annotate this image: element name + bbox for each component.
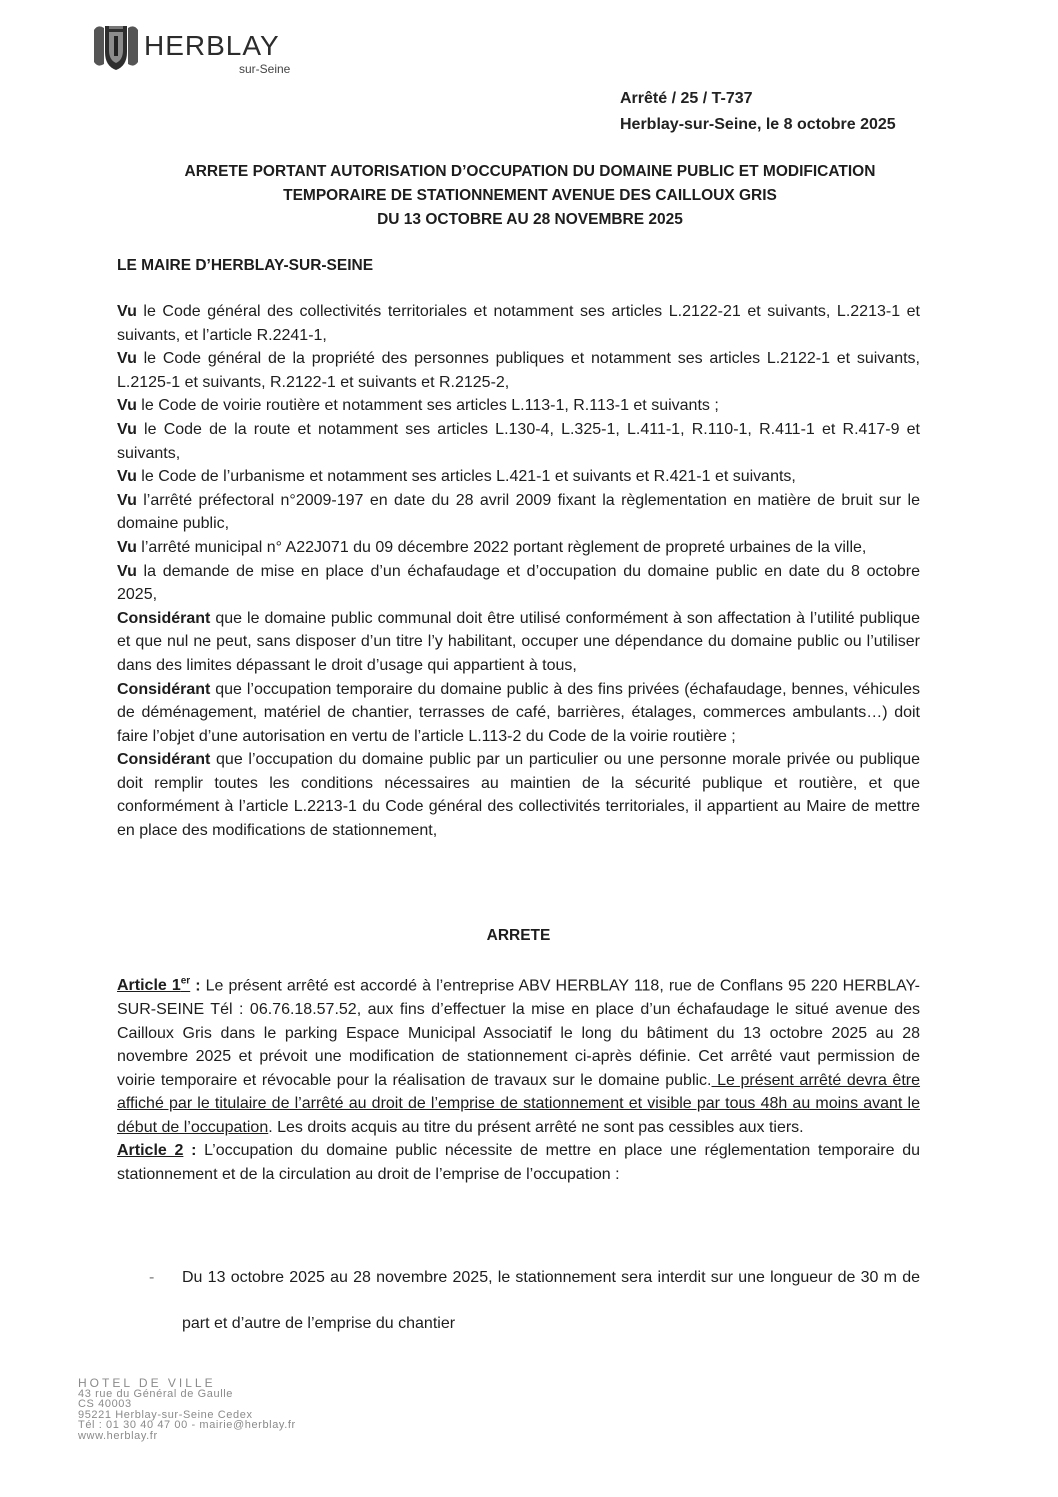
logo-name: HERBLAY	[144, 30, 280, 61]
consideration-item: Vu la demande de mise en place d’un échafaudage et d’occupation du domaine public en date du 8 octobre 2025,	[117, 562, 920, 604]
considerations	[117, 300, 920, 843]
consideration-item: Vu le Code de l’urbanisme et notamment ses articles L.421-1 et suivants et R.421-1 et suivants,	[117, 468, 796, 486]
mayor-heading: LE MAIRE D’HERBLAY-SUR-SEINE	[117, 257, 374, 274]
title-line-1: ARRETE PORTANT AUTORISATION D’OCCUPATION DU DOMAINE PUBLIC ET MODIFICATION	[184, 163, 876, 180]
parking-restriction-text: Du 13 octobre 2025 au 28 novembre 2025, le stationnement sera interdit sur une longueur de 30 m de part et d’autre de l’emprise du chantier	[182, 1269, 920, 1332]
decision-heading: ARRETE	[486, 927, 551, 944]
consideration-item: Vu l’arrêté municipal n° A22J071 du 09 décembre 2022 portant règlement de propreté urbaines de la ville,	[117, 538, 867, 556]
consideration-item: Vu l’arrêté préfectoral n°2009-197 en date du 28 avril 2009 fixant la règlementation en matière de bruit sur le domaine public,	[117, 491, 920, 533]
document-title	[100, 160, 960, 232]
consideration-item: Considérant que l’occupation temporaire du domaine public à des fins privées (échafaudage, bennes, véhicules de déménagement, matériel de chantier, terrasses de café, barrières, étalages, commerces ambulants…) doit faire l’objet d’une autorisation en vertu de l’article L.113-2 du Code de la voirie routière ;	[117, 680, 920, 745]
footer-line: CS 40003	[78, 1398, 132, 1410]
footer-line: 43 rue du Général de Gaulle	[78, 1387, 234, 1400]
consideration-item: Vu le Code général de la propriété des personnes publiques et notamment ses articles L.2122-1 et suivants, L.2125-1 et suivants, R.2122-1 et suivants et R.2125-2,	[117, 350, 920, 391]
consideration-item: Considérant que le domaine public communal doit être utilisé conformément à son affectation à l’utilité publique et que nul ne peut, sans disposer d’un titre l’y habilitant, occuper une dépendance du domaine public ou l’utiliser dans des limites dépassant le droit d’usage qui appartient à tous,	[117, 609, 920, 674]
consideration-item: Considérant que l’occupation du domaine public par un particulier ou une personne morale privée ou publique doit remplir toutes les conditions nécessaires au maintien de la sécurité publique et routière, et que conformément à l’article L.2213-1 du Code général des collectivités territoriales, il appartient au Maire de mettre en place des modifications de stationnement,	[117, 751, 920, 840]
consideration-item: Vu le Code de voirie routière et notamment ses articles L.113-1, R.113-1 et suivants ;	[117, 397, 719, 415]
consideration-item: Vu le Code de la route et notamment ses articles L.130-4, L.325-1, L.411-1, R.110-1, R.411-1 et R.417-9 et suivants,	[117, 420, 920, 462]
footer-line: Tél : 01 30 40 47 00 - mairie@herblay.fr	[78, 1419, 296, 1431]
article-2-label: Article 2	[117, 1142, 184, 1160]
footer-line: HOTEL DE VILLE	[78, 1376, 216, 1390]
title-line-2: TEMPORAIRE DE STATIONNEMENT AVENUE DES CAILLOUX GRIS	[283, 187, 777, 204]
decree-reference-block	[620, 86, 896, 138]
decree-reference: Arrêté / 25 / T-737	[620, 90, 753, 107]
footer-line: www.herblay.fr	[78, 1429, 158, 1442]
article-1-label: Article 1er	[117, 976, 191, 995]
display-obligation: Le présent arrêté devra être affiché par le titulaire de l’arrêté au droit de l’emprise de stationnement et visible par tous 48h au moins avant le début de l’occupation	[117, 1071, 921, 1136]
article-2: Article 2 : L’occupation du domaine public nécessite de mettre en place une réglementation temporaire du stationnement et de la circulation au droit de l’emprise de l’occupation :	[117, 1142, 920, 1184]
city-logo	[90, 22, 320, 78]
articles	[117, 970, 920, 1187]
list-bullet: -	[149, 1269, 155, 1286]
title-line-3: DU 13 OCTOBRE AU 28 NOVEMBRE 2025	[377, 211, 683, 228]
logo-subtitle: sur-Seine	[239, 62, 291, 76]
place-and-date: Herblay-sur-Seine, le 8 octobre 2025	[620, 116, 896, 133]
consideration-item: Vu le Code général des collectivités territoriales et notamment ses articles L.2122-21 et suivants, L.2213-1 et suivants, et l’article R.2241-1,	[117, 303, 920, 344]
footer-address	[78, 1378, 296, 1441]
city-seal-icon	[90, 22, 142, 72]
article-1: Article 1er : Le présent arrêté est accordé à l’entreprise ABV HERBLAY 118, rue de Conflans 95 220 HERBLAY-SUR-SEINE Tél : 06.76.18.57.52, aux fins d’effectuer la mise en place d’un échafaudage le situé avenue des Cailloux Gris dans le parking Espace Municipal Associatif le long du bâtiment du 13 octobre 2025 au 28 novembre 2025 et prévoit une modification de stationnement ci-après définie. Cet arrêté vaut permission de voirie temporaire et révocable pour la réalisation de travaux sur le domaine public. Le présent arrêté devra être affiché par le titulaire de l’arrêté au droit de l’emprise de stationnement et visible par tous 48h au moins avant le début de l’occupation. Les droits acquis au titre du présent arrêté ne sont pas cessibles aux tiers.	[117, 976, 921, 1136]
footer-line: 95221 Herblay-sur-Seine Cedex	[78, 1408, 253, 1421]
